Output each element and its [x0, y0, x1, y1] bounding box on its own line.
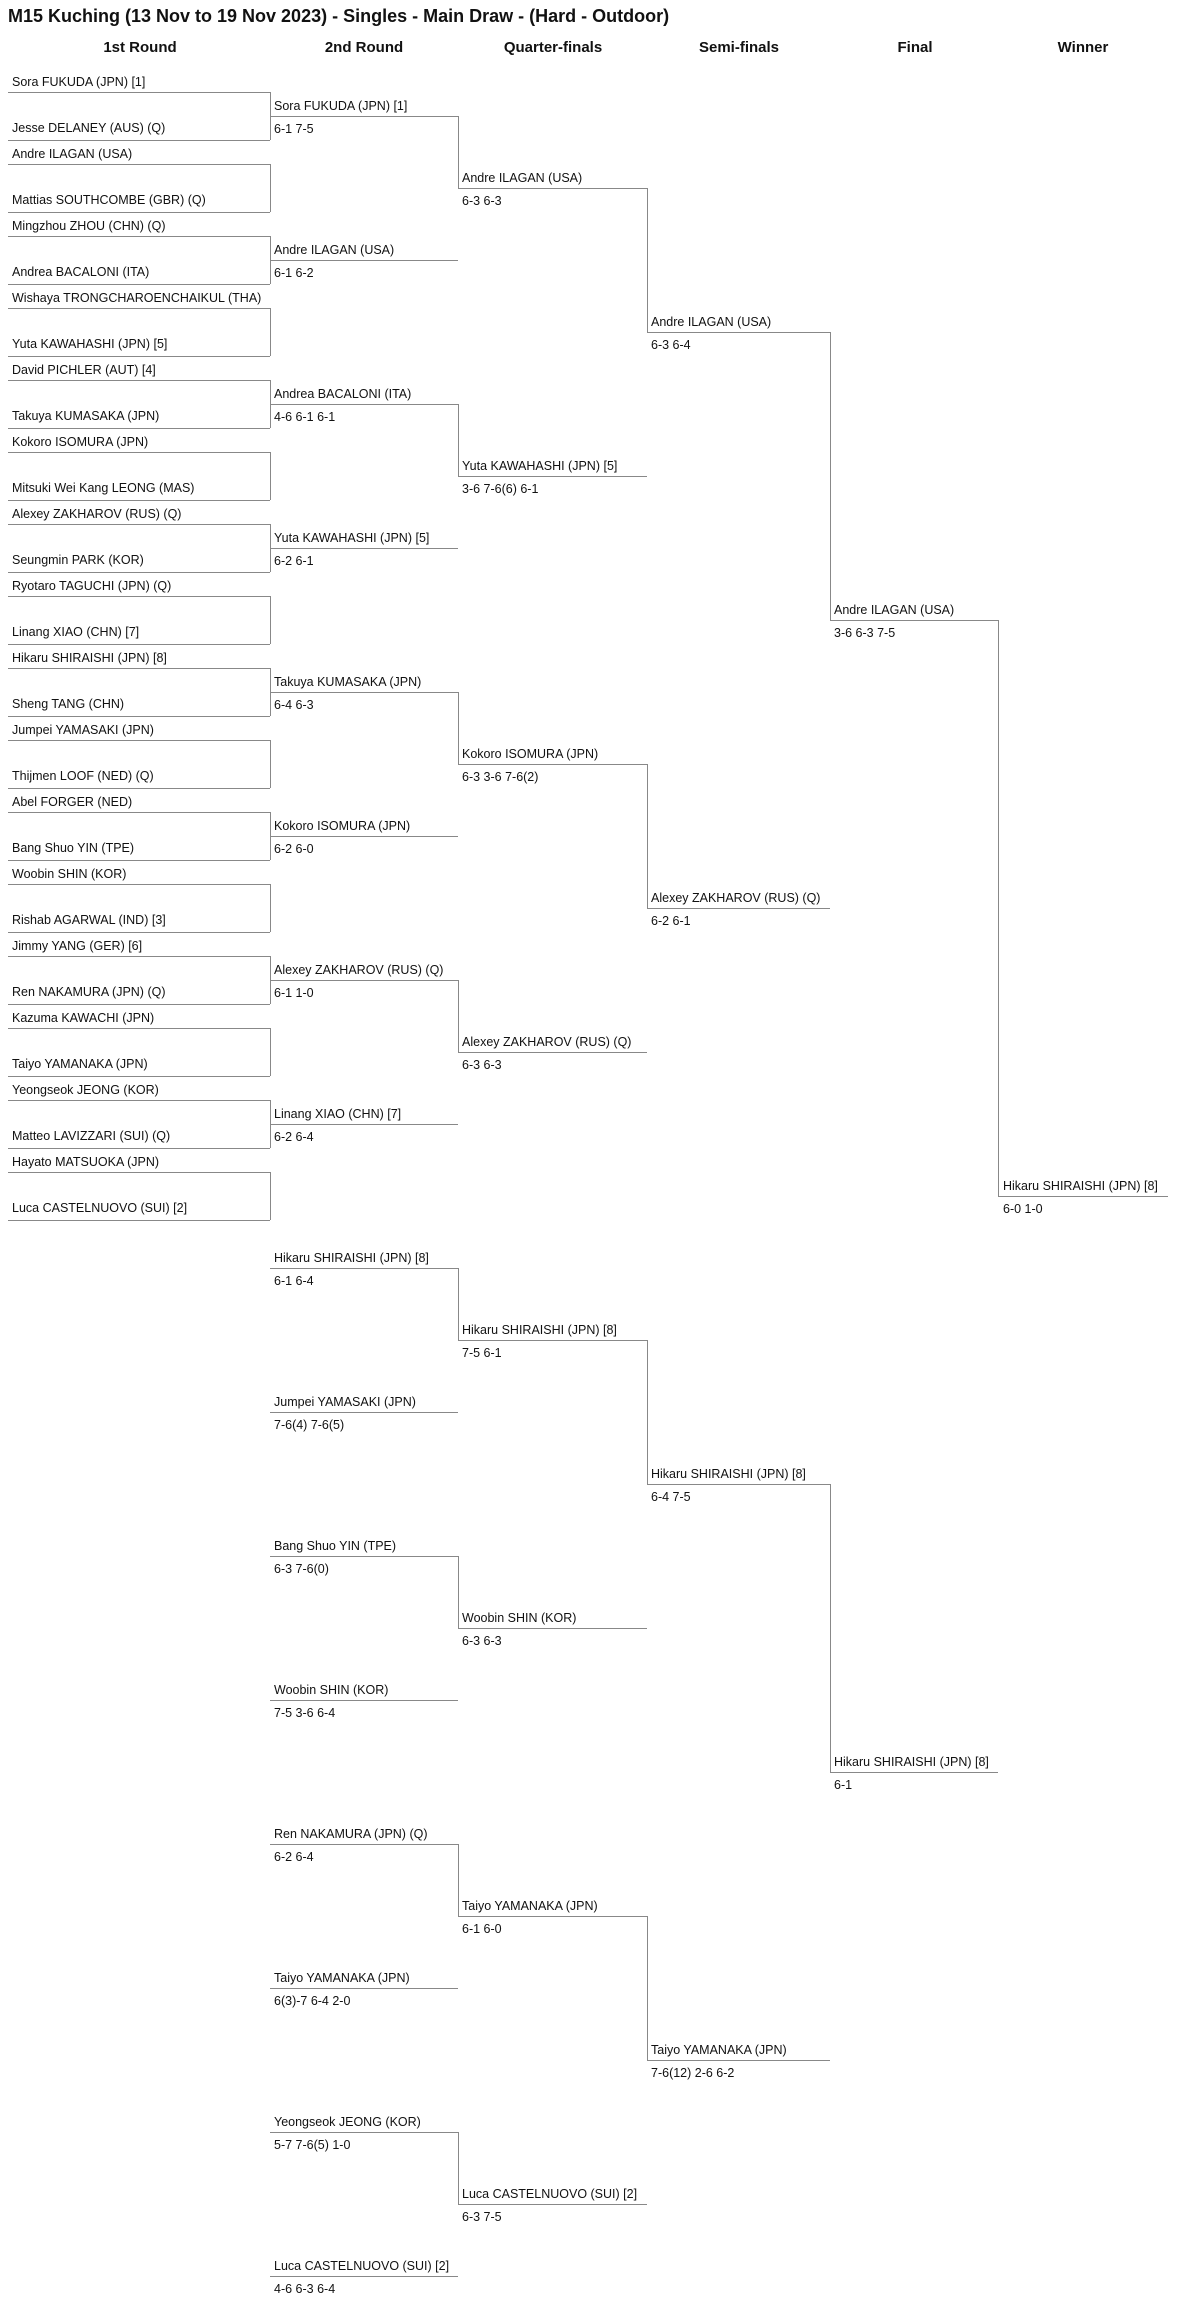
player-name: Seungmin PARK (KOR)	[12, 553, 144, 567]
winner-name: Yuta KAWAHASHI (JPN) [5]	[274, 531, 430, 545]
winner-name: Taiyo YAMANAKA (JPN)	[651, 2043, 787, 2057]
winner-name: Jumpei YAMASAKI (JPN)	[274, 1395, 416, 1409]
winner-name: Alexey ZAKHAROV (RUS) (Q)	[651, 891, 821, 905]
bracket-line	[270, 2276, 458, 2277]
bracket-line	[458, 1340, 647, 1341]
match-score: 6-2 6-4	[274, 1850, 314, 1864]
bracket-connector	[270, 308, 271, 356]
player-name: Jumpei YAMASAKI (JPN)	[12, 723, 154, 737]
player-name: Hikaru SHIRAISHI (JPN) [8]	[12, 651, 167, 665]
bracket-line	[830, 620, 998, 621]
match-score: 6-4 7-5	[651, 1490, 691, 1504]
round-header-quarter-finals: Quarter-finals	[503, 39, 603, 56]
bracket-line	[8, 572, 270, 573]
match-score: 6-2 6-4	[274, 1130, 314, 1144]
player-name: Yeongseok JEONG (KOR)	[12, 1083, 159, 1097]
bracket-line	[458, 1052, 647, 1053]
bracket-line	[8, 140, 270, 141]
round-header-2nd-round: 2nd Round	[324, 39, 404, 56]
winner-name: Taiyo YAMANAKA (JPN)	[274, 1971, 410, 1985]
bracket-connector	[270, 452, 271, 500]
bracket-line	[8, 932, 270, 933]
bracket-connector	[647, 1916, 648, 2060]
match-score: 7-6(4) 7-6(5)	[274, 1418, 345, 1432]
bracket-line	[270, 404, 458, 405]
match-score: 6-2 6-1	[651, 914, 691, 928]
match-score: 6-1 6-0	[462, 1922, 502, 1936]
round-header-semi-finals: Semi-finals	[698, 39, 780, 56]
player-name: Kazuma KAWACHI (JPN)	[12, 1011, 155, 1025]
winner-name: Kokoro ISOMURA (JPN)	[462, 747, 599, 761]
bracket-line	[8, 1076, 270, 1077]
bracket-connector	[270, 1172, 271, 1220]
bracket-line	[8, 356, 270, 357]
player-name: Hayato MATSUOKA (JPN)	[12, 1155, 160, 1169]
winner-name: Bang Shuo YIN (TPE)	[274, 1539, 397, 1553]
match-score: 4-6 6-1 6-1	[274, 410, 336, 424]
match-score: 6-1	[834, 1778, 853, 1792]
player-name: Luca CASTELNUOVO (SUI) [2]	[12, 1201, 188, 1215]
bracket-line	[8, 1148, 270, 1149]
page-title: M15 Kuching (13 Nov to 19 Nov 2023) - Singles - Main Draw - (Hard - Outdoor)	[8, 6, 670, 26]
bracket-line	[8, 956, 270, 957]
player-name: Taiyo YAMANAKA (JPN)	[12, 1057, 148, 1071]
bracket-line	[458, 1628, 647, 1629]
bracket-connector	[458, 116, 459, 188]
bracket-line	[270, 836, 458, 837]
player-name: Jimmy YANG (GER) [6]	[12, 939, 143, 953]
round-header-final: Final	[897, 39, 933, 56]
player-name: Woobin SHIN (KOR)	[12, 867, 127, 881]
winner-name: Kokoro ISOMURA (JPN)	[274, 819, 411, 833]
bracket-connector	[458, 1556, 459, 1628]
bracket-line	[458, 1916, 647, 1917]
winner-name: Luca CASTELNUOVO (SUI) [2]	[274, 2259, 450, 2273]
bracket-line	[458, 764, 647, 765]
match-score: 6-1 7-5	[274, 122, 314, 136]
bracket-line	[270, 1268, 458, 1269]
bracket-line	[8, 308, 270, 309]
round-header-1st-round: 1st Round	[103, 39, 177, 56]
match-score: 7-6(12) 2-6 6-2	[651, 2066, 735, 2080]
winner-name: Woobin SHIN (KOR)	[274, 1683, 389, 1697]
bracket-line	[270, 1988, 458, 1989]
bracket-line	[270, 548, 458, 549]
player-name: Ryotaro TAGUCHI (JPN) (Q)	[12, 579, 172, 593]
player-name: Kokoro ISOMURA (JPN)	[12, 435, 149, 449]
player-name: Ren NAKAMURA (JPN) (Q)	[12, 985, 166, 999]
match-score: 6-4 6-3	[274, 698, 314, 712]
winner-name: Hikaru SHIRAISHI (JPN) [8]	[274, 1251, 429, 1265]
match-score: 6-2 6-1	[274, 554, 314, 568]
bracket-line	[270, 260, 458, 261]
match-score: 3-6 6-3 7-5	[834, 626, 896, 640]
bracket-line	[8, 1028, 270, 1029]
winner-name: Andre ILAGAN (USA)	[274, 243, 395, 257]
bracket-line	[270, 1844, 458, 1845]
winner-name: Taiyo YAMANAKA (JPN)	[462, 1899, 598, 1913]
bracket-line	[8, 452, 270, 453]
bracket-line	[8, 284, 270, 285]
bracket-line	[8, 596, 270, 597]
bracket-connector	[458, 692, 459, 764]
bracket-connector	[270, 164, 271, 212]
bracket-line	[270, 692, 458, 693]
bracket-connector	[458, 1844, 459, 1916]
player-name: Andrea BACALONI (ITA)	[12, 265, 150, 279]
bracket-line	[8, 788, 270, 789]
bracket-line	[270, 1700, 458, 1701]
bracket-line	[458, 476, 647, 477]
bracket-connector	[458, 980, 459, 1052]
match-score: 6-3 6-3	[462, 1058, 502, 1072]
player-name: Thijmen LOOF (NED) (Q)	[12, 769, 154, 783]
bracket-line	[647, 908, 830, 909]
winner-name: Yuta KAWAHASHI (JPN) [5]	[462, 459, 618, 473]
bracket-line	[8, 740, 270, 741]
bracket-line	[270, 116, 458, 117]
champion-score: 6-0 1-0	[1003, 1202, 1043, 1216]
player-name: Yuta KAWAHASHI (JPN) [5]	[12, 337, 168, 351]
match-score: 6-1 6-4	[274, 1274, 314, 1288]
player-name: Sheng TANG (CHN)	[12, 697, 125, 711]
bracket-line	[270, 1556, 458, 1557]
player-name: Sora FUKUDA (JPN) [1]	[12, 75, 146, 89]
player-name: Abel FORGER (NED)	[12, 795, 133, 809]
champion-name: Hikaru SHIRAISHI (JPN) [8]	[1003, 1179, 1158, 1193]
match-score: 6-3 6-3	[462, 194, 502, 208]
winner-name: Hikaru SHIRAISHI (JPN) [8]	[462, 1323, 617, 1337]
match-score: 6-1 6-2	[274, 266, 314, 280]
winner-name: Linang XIAO (CHN) [7]	[274, 1107, 402, 1121]
bracket-connector	[647, 188, 648, 332]
match-score: 6(3)-7 6-4 2-0	[274, 1994, 351, 2008]
winner-name: Sora FUKUDA (JPN) [1]	[274, 99, 408, 113]
bracket-line	[8, 812, 270, 813]
bracket-connector	[458, 404, 459, 476]
bracket-line	[8, 668, 270, 669]
bracket-connector	[458, 1268, 459, 1340]
winner-name: Andre ILAGAN (USA)	[651, 315, 772, 329]
match-score: 6-3 7-6(0)	[274, 1562, 329, 1576]
bracket-line	[8, 524, 270, 525]
bracket-line	[8, 644, 270, 645]
player-name: Bang Shuo YIN (TPE)	[12, 841, 135, 855]
bracket-line	[8, 1004, 270, 1005]
bracket-line	[8, 380, 270, 381]
match-score: 3-6 7-6(6) 6-1	[462, 482, 539, 496]
bracket-line	[270, 980, 458, 981]
player-name: Matteo LAVIZZARI (SUI) (Q)	[12, 1129, 171, 1143]
player-name: Takuya KUMASAKA (JPN)	[12, 409, 160, 423]
bracket-line	[8, 1172, 270, 1173]
bracket-line	[647, 2060, 830, 2061]
player-name: Mitsuki Wei Kang LEONG (MAS)	[12, 481, 195, 495]
player-name: Wishaya TRONGCHAROENCHAIKUL (THA)	[12, 291, 262, 305]
bracket-connector	[830, 332, 831, 620]
winner-name: Andre ILAGAN (USA)	[834, 603, 955, 617]
player-name: Alexey ZAKHAROV (RUS) (Q)	[12, 507, 182, 521]
match-score: 6-3 7-5	[462, 2210, 502, 2224]
bracket-connector	[270, 1028, 271, 1076]
bracket-connector	[270, 740, 271, 788]
winner-name: Alexey ZAKHAROV (RUS) (Q)	[274, 963, 444, 977]
match-score: 6-3 6-4	[651, 338, 691, 352]
winner-name: Hikaru SHIRAISHI (JPN) [8]	[834, 1755, 989, 1769]
winner-name: Hikaru SHIRAISHI (JPN) [8]	[651, 1467, 806, 1481]
bracket-connector	[830, 1484, 831, 1772]
bracket-line	[8, 716, 270, 717]
player-name: Jesse DELANEY (AUS) (Q)	[12, 121, 166, 135]
bracket-line	[647, 332, 830, 333]
bracket-connector	[458, 2132, 459, 2204]
match-score: 6-2 6-0	[274, 842, 314, 856]
player-name: Rishab AGARWAL (IND) [3]	[12, 913, 166, 927]
bracket-line	[8, 860, 270, 861]
bracket-connector	[998, 620, 999, 1196]
match-score: 5-7 7-6(5) 1-0	[274, 2138, 351, 2152]
player-name: Andre ILAGAN (USA)	[12, 147, 133, 161]
match-score: 7-5 6-1	[462, 1346, 502, 1360]
player-name: Mingzhou ZHOU (CHN) (Q)	[12, 219, 166, 233]
bracket-line	[8, 1220, 270, 1221]
winner-name: Woobin SHIN (KOR)	[462, 1611, 577, 1625]
winner-name: Yeongseok JEONG (KOR)	[274, 2115, 421, 2129]
bracket-line	[270, 2132, 458, 2133]
player-name: Mattias SOUTHCOMBE (GBR) (Q)	[12, 193, 206, 207]
bracket-connector	[647, 764, 648, 908]
player-name: Linang XIAO (CHN) [7]	[12, 625, 140, 639]
winner-name: Luca CASTELNUOVO (SUI) [2]	[462, 2187, 638, 2201]
bracket-line	[270, 1412, 458, 1413]
round-header-winner: Winner	[1057, 39, 1109, 56]
bracket-line	[8, 236, 270, 237]
bracket-line	[8, 164, 270, 165]
bracket-line	[270, 1124, 458, 1125]
bracket-line	[647, 1484, 830, 1485]
winner-name: Takuya KUMASAKA (JPN)	[274, 675, 422, 689]
bracket-line	[458, 2204, 647, 2205]
bracket-line	[8, 500, 270, 501]
match-score: 6-3 6-3	[462, 1634, 502, 1648]
winner-name: Andre ILAGAN (USA)	[462, 171, 583, 185]
bracket-connector	[270, 884, 271, 932]
player-name: David PICHLER (AUT) [4]	[12, 363, 156, 377]
bracket-line	[8, 92, 270, 93]
bracket-line	[998, 1196, 1168, 1197]
winner-name: Andrea BACALONI (ITA)	[274, 387, 412, 401]
bracket-line	[8, 428, 270, 429]
winner-name: Alexey ZAKHAROV (RUS) (Q)	[462, 1035, 632, 1049]
winner-name: Ren NAKAMURA (JPN) (Q)	[274, 1827, 428, 1841]
bracket-line	[458, 188, 647, 189]
match-score: 4-6 6-3 6-4	[274, 2282, 336, 2296]
bracket-line	[8, 884, 270, 885]
bracket-line	[8, 1100, 270, 1101]
bracket-line	[830, 1772, 998, 1773]
match-score: 7-5 3-6 6-4	[274, 1706, 336, 1720]
match-score: 6-3 3-6 7-6(2)	[462, 770, 539, 784]
match-score: 6-1 1-0	[274, 986, 314, 1000]
bracket-line	[8, 212, 270, 213]
bracket-connector	[270, 596, 271, 644]
bracket-connector	[647, 1340, 648, 1484]
